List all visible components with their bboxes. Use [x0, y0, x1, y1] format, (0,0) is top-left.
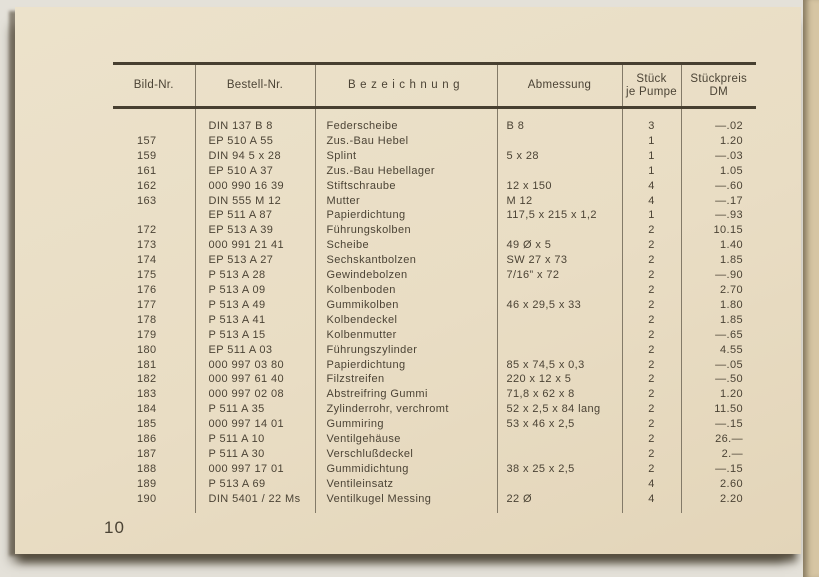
abmessung-cell [497, 447, 622, 462]
abmessung-cell [497, 432, 622, 447]
bild-nr-cell: 186 [113, 432, 195, 447]
stueck-je-pumpe-cell: 2 [622, 313, 681, 328]
bestell-nr-cell: 000 997 14 01 [195, 417, 315, 432]
abmessung-cell [497, 134, 622, 149]
stueckpreis-cell: —.15 [715, 418, 743, 431]
stueckpreis-cell: —.17 [715, 194, 743, 207]
bezeichnung-cell: Ventilgehäuse [315, 432, 497, 447]
bild-nr-cell: 190 [113, 492, 195, 513]
abmessung-cell: M 12 [497, 194, 622, 209]
table-row [113, 387, 756, 402]
header-bestell-nr [195, 64, 315, 108]
stueck-je-pumpe-cell: 2 [622, 283, 681, 298]
bild-nr-cell: 187 [113, 447, 195, 462]
bild-nr-cell: 180 [113, 343, 195, 358]
bestell-nr-cell: 000 990 16 39 [195, 179, 315, 194]
stueck-je-pumpe-cell: 1 [622, 208, 681, 223]
stueck-je-pumpe-cell: 1 [622, 149, 681, 164]
stueckpreis-cell: 2.70 [719, 283, 743, 296]
stueckpreis-cell: —.65 [715, 328, 743, 341]
bild-nr-cell: 183 [113, 387, 195, 402]
bestell-nr-cell: EP 513 A 27 [195, 253, 315, 268]
stueckpreis-cell: —.05 [715, 358, 743, 371]
stueck-je-pumpe-cell: 2 [622, 238, 681, 253]
bild-nr-cell: 174 [113, 253, 195, 268]
table-row [113, 447, 756, 462]
bild-nr-cell: 188 [113, 462, 195, 477]
table-row [113, 477, 756, 492]
bestell-nr-cell: 000 997 61 40 [195, 372, 315, 387]
stueckpreis-cell: —.02 [715, 120, 743, 132]
bestell-nr-cell: P 513 A 69 [195, 477, 315, 492]
stueckpreis-cell: 1.40 [719, 239, 743, 252]
stueckpreis-cell: 2.— [721, 447, 743, 460]
bestell-nr-cell: P 513 A 15 [195, 328, 315, 343]
bild-nr-cell: 178 [113, 313, 195, 328]
bezeichnung-cell: Mutter [315, 194, 497, 209]
bestell-nr-cell: P 513 A 28 [195, 268, 315, 283]
bestell-nr-cell: EP 513 A 39 [195, 223, 315, 238]
stueck-je-pumpe-cell: 2 [622, 372, 681, 387]
stueckpreis-cell: 4.55 [719, 343, 743, 356]
bezeichnung-cell: Stiftschraube [315, 179, 497, 194]
stueck-je-pumpe-cell: 2 [622, 268, 681, 283]
bestell-nr-cell: P 513 A 41 [195, 313, 315, 328]
table-header-row [113, 64, 756, 108]
bild-nr-cell: 175 [113, 268, 195, 283]
abmessung-cell: 38 x 25 x 2,5 [497, 462, 622, 477]
header-label: Bestell-Nr. [226, 79, 284, 91]
bezeichnung-cell: Scheibe [315, 238, 497, 253]
stueck-je-pumpe-cell: 4 [622, 179, 681, 194]
bild-nr-cell: 177 [113, 298, 195, 313]
header-label: Stückpreis [690, 72, 748, 85]
stueckpreis-cell: 26.— [715, 433, 743, 446]
table-row [113, 179, 756, 194]
bezeichnung-cell: Kolbendeckel [315, 313, 497, 328]
abmessung-cell: 71,8 x 62 x 8 [497, 387, 622, 402]
bild-nr-cell: 182 [113, 372, 195, 387]
bild-nr-cell: 176 [113, 283, 195, 298]
table-row [113, 432, 756, 447]
stueck-je-pumpe-cell: 2 [622, 253, 681, 268]
abmessung-cell: B 8 [497, 108, 622, 134]
table-row [113, 298, 756, 313]
bestell-nr-cell: EP 511 A 87 [195, 208, 315, 223]
bezeichnung-cell: Papierdichtung [315, 358, 497, 373]
abmessung-cell: 52 x 2,5 x 84 lang [497, 402, 622, 417]
bestell-nr-cell: P 513 A 09 [195, 283, 315, 298]
bezeichnung-cell: Ventileinsatz [315, 477, 497, 492]
bezeichnung-cell: Papierdichtung [315, 208, 497, 223]
stueck-je-pumpe-cell: 2 [622, 462, 681, 477]
stueckpreis-cell: 10.15 [713, 224, 743, 237]
stueckpreis-cell: —.15 [715, 462, 743, 475]
bezeichnung-cell: Zus.-Bau Hebellager [315, 164, 497, 179]
bezeichnung-cell: Splint [315, 149, 497, 164]
table-row [113, 164, 756, 179]
stueckpreis-cell: —.60 [715, 179, 743, 192]
abmessung-cell: 12 x 150 [497, 179, 622, 194]
abmessung-cell: SW 27 x 73 [497, 253, 622, 268]
stueck-je-pumpe-cell: 4 [622, 194, 681, 209]
bestell-nr-cell: P 511 A 30 [195, 447, 315, 462]
bild-nr-cell: 157 [113, 134, 195, 149]
adjacent-page-edge [803, 0, 819, 577]
table-row [113, 313, 756, 328]
stueck-je-pumpe-cell: 2 [622, 343, 681, 358]
parts-table [113, 62, 756, 513]
header-abmessung [497, 64, 622, 108]
bezeichnung-cell: Sechskantbolzen [315, 253, 497, 268]
stueckpreis-cell: 2.60 [719, 477, 743, 490]
table-row [113, 108, 756, 134]
stueckpreis-cell: 2.20 [719, 492, 743, 505]
bestell-nr-cell: 000 997 03 80 [195, 358, 315, 373]
header-label: Stück [636, 72, 667, 85]
bestell-nr-cell: DIN 137 B 8 [195, 108, 315, 134]
header-stueckpreis-dm [681, 64, 756, 108]
header-label-line2: je Pumpe [626, 85, 677, 98]
bild-nr-cell [113, 208, 195, 223]
bestell-nr-cell: DIN 94 5 x 28 [195, 149, 315, 164]
bezeichnung-cell: Gummikolben [315, 298, 497, 313]
header-stueck-je-pumpe [622, 64, 681, 108]
bezeichnung-cell: Verschlußdeckel [315, 447, 497, 462]
table-row [113, 238, 756, 253]
table-row [113, 417, 756, 432]
bild-nr-cell: 181 [113, 358, 195, 373]
header-bezeichnung [315, 64, 497, 108]
table-row [113, 358, 756, 373]
stueckpreis-cell: 11.50 [714, 403, 743, 416]
table-row [113, 134, 756, 149]
stueck-je-pumpe-cell: 2 [622, 298, 681, 313]
bild-nr-cell [113, 108, 195, 134]
abmessung-cell [497, 477, 622, 492]
bestell-nr-cell: EP 510 A 37 [195, 164, 315, 179]
abmessung-cell [497, 164, 622, 179]
abmessung-cell: 53 x 46 x 2,5 [497, 417, 622, 432]
page-number: 10 [104, 518, 125, 537]
stueck-je-pumpe-cell: 2 [622, 447, 681, 462]
bestell-nr-cell: 000 997 02 08 [195, 387, 315, 402]
bestell-nr-cell: DIN 555 M 12 [195, 194, 315, 209]
stueck-je-pumpe-cell: 4 [622, 477, 681, 492]
bild-nr-cell: 173 [113, 238, 195, 253]
bild-nr-cell: 172 [113, 223, 195, 238]
bezeichnung-cell: Führungszylinder [315, 343, 497, 358]
stueckpreis-cell: —.90 [715, 269, 743, 282]
bild-nr-cell: 161 [113, 164, 195, 179]
bezeichnung-cell: Zus.-Bau Hebel [315, 134, 497, 149]
table-row [113, 223, 756, 238]
bestell-nr-cell: 000 991 21 41 [195, 238, 315, 253]
table-row [113, 372, 756, 387]
abmessung-cell: 49 Ø x 5 [497, 238, 622, 253]
bezeichnung-cell: Führungskolben [315, 223, 497, 238]
bild-nr-cell: 179 [113, 328, 195, 343]
stueck-je-pumpe-cell: 2 [622, 432, 681, 447]
stueckpreis-cell: 1.80 [719, 298, 743, 311]
bild-nr-cell: 189 [113, 477, 195, 492]
header-bild-nr [113, 64, 195, 108]
stueck-je-pumpe-cell: 2 [622, 417, 681, 432]
paper-sheet [15, 7, 801, 554]
header-label: Bild-Nr. [133, 79, 174, 91]
stueckpreis-cell: 1.85 [719, 313, 743, 326]
bezeichnung-cell: Abstreifring Gummi [315, 387, 497, 402]
stueck-je-pumpe-cell: 4 [622, 492, 681, 513]
abmessung-cell [497, 328, 622, 343]
bild-nr-cell: 163 [113, 194, 195, 209]
bezeichnung-cell: Kolbenboden [315, 283, 497, 298]
table-row [113, 149, 756, 164]
stueckpreis-cell: —.03 [715, 149, 743, 162]
abmessung-cell: 46 x 29,5 x 33 [497, 298, 622, 313]
stueckpreis-cell: 1.85 [719, 254, 743, 267]
header-label: Bezeichnung [348, 79, 464, 91]
bestell-nr-cell: 000 997 17 01 [195, 462, 315, 477]
bild-nr-cell: 184 [113, 402, 195, 417]
table-row [113, 194, 756, 209]
stueck-je-pumpe-cell: 2 [622, 223, 681, 238]
abmessung-cell [497, 313, 622, 328]
table-row [113, 268, 756, 283]
stueckpreis-cell: —.93 [715, 209, 743, 222]
bild-nr-cell: 185 [113, 417, 195, 432]
bestell-nr-cell: EP 511 A 03 [195, 343, 315, 358]
abmessung-cell: 22 Ø [497, 492, 622, 513]
stueck-je-pumpe-cell: 1 [622, 134, 681, 149]
header-label-line2: DM [709, 85, 728, 98]
bestell-nr-cell: P 513 A 49 [195, 298, 315, 313]
abmessung-cell [497, 343, 622, 358]
stueckpreis-cell: 1.20 [719, 388, 743, 401]
abmessung-cell: 85 x 74,5 x 0,3 [497, 358, 622, 373]
bestell-nr-cell: P 511 A 35 [195, 402, 315, 417]
bezeichnung-cell: Zylinderrohr, verchromt [315, 402, 497, 417]
bezeichnung-cell: Kolbenmutter [315, 328, 497, 343]
table-row [113, 328, 756, 343]
table-row [113, 283, 756, 298]
bezeichnung-cell: Gewindebolzen [315, 268, 497, 283]
table-row [113, 253, 756, 268]
bezeichnung-cell: Filzstreifen [315, 372, 497, 387]
table-row [113, 343, 756, 358]
abmessung-cell: 117,5 x 215 x 1,2 [497, 208, 622, 223]
stueck-je-pumpe-cell: 2 [622, 387, 681, 402]
bestell-nr-cell: P 511 A 10 [195, 432, 315, 447]
stueck-je-pumpe-cell: 2 [622, 358, 681, 373]
abmessung-cell [497, 223, 622, 238]
stueck-je-pumpe-cell: 1 [622, 164, 681, 179]
table-body [113, 108, 756, 513]
table-row [113, 208, 756, 223]
bestell-nr-cell: EP 510 A 55 [195, 134, 315, 149]
abmessung-cell: 220 x 12 x 5 [497, 372, 622, 387]
table-row [113, 402, 756, 417]
table-row [113, 462, 756, 477]
stueckpreis-cell: 1.20 [719, 134, 743, 147]
stueck-je-pumpe-cell: 2 [622, 328, 681, 343]
header-label: Abmessung [527, 79, 592, 91]
bestell-nr-cell: DIN 5401 / 22 Ms [195, 492, 315, 513]
stueck-je-pumpe-cell: 2 [622, 402, 681, 417]
bild-nr-cell: 162 [113, 179, 195, 194]
stueck-je-pumpe-cell: 3 [622, 108, 681, 134]
bezeichnung-cell: Ventilkugel Messing [315, 492, 497, 513]
abmessung-cell: 7/16” x 72 [497, 268, 622, 283]
bezeichnung-cell: Gummidichtung [315, 462, 497, 477]
abmessung-cell [497, 283, 622, 298]
stueckpreis-cell: 1.05 [719, 164, 743, 177]
bezeichnung-cell: Federscheibe [315, 108, 497, 134]
abmessung-cell: 5 x 28 [497, 149, 622, 164]
table-row [113, 492, 756, 513]
bild-nr-cell: 159 [113, 149, 195, 164]
bezeichnung-cell: Gummiring [315, 417, 497, 432]
stueckpreis-cell: —.50 [715, 373, 743, 386]
